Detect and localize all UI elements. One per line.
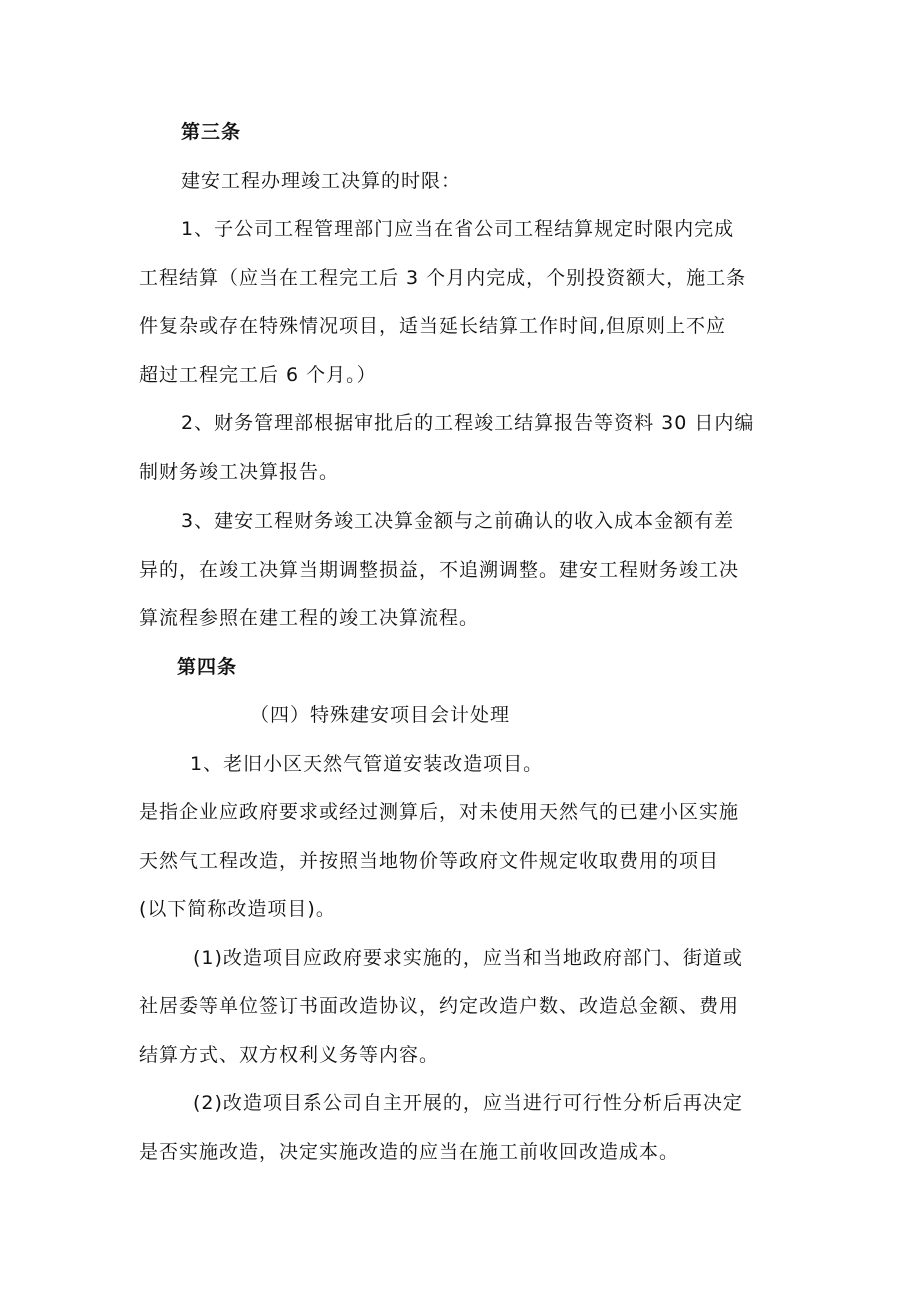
section-heading-4: 第四条 [177,656,238,678]
section4-definition-line3: (以下简称改造项目)。 [139,898,336,920]
section3-item3-line1: 3、建安工程财务竣工决算金额与之前确认的收入成本金额有差 [181,510,735,532]
section4-p2-line2: 是否实施改造，决定实施改造的应当在施工前收回改造成本。 [139,1141,680,1163]
section3-item1-line3: 件复杂或存在特殊情况项目，适当延长结算工作时间,但原则上不应 [139,315,727,337]
section3-item1-line4: 超过工程完工后 6 个月。） [139,364,377,386]
section3-item3-line2: 异的，在竣工决算当期调整损益，不追溯调整。建安工程财务竣工决 [139,559,740,581]
section3-item1-line1: 1、子公司工程管理部门应当在省公司工程结算规定时限内完成 [181,218,735,240]
section4-p1-line3: 结算方式、双方权利义务等内容。 [139,1044,440,1066]
section4-p1-line2: 社居委等单位签订书面改造协议，约定改造户数、改造总金额、费用 [139,995,740,1017]
section-heading-3: 第三条 [181,121,242,143]
section3-item3-line3: 算流程参照在建工程的竣工决算流程。 [139,607,480,629]
section4-item1-title: 1、老旧小区天然气管道安装改造项目。 [190,753,544,775]
section4-p1-line1: (1)改造项目应政府要求实施的，应当和当地政府部门、街道或 [193,947,743,969]
section3-intro: 建安工程办理竣工决算的时限： [181,170,462,192]
section3-item1-line2: 工程结算（应当在工程完工后 3 个月内完成，个别投资额大，施工条 [139,267,747,289]
section4-definition-line1: 是指企业应政府要求或经过测算后，对未使用天然气的已建小区实施 [139,801,740,823]
section3-item2-line1: 2、财务管理部根据审批后的工程竣工结算报告等资料 30 日内编 [181,412,755,434]
section4-p2-line1: (2)改造项目系公司自主开展的，应当进行可行性分析后再决定 [193,1092,743,1114]
section4-subheading: （四）特殊建安项目会计处理 [250,704,511,726]
section3-item2-line2: 制财务竣工决算报告。 [139,461,340,483]
section4-definition-line2: 天然气工程改造，并按照当地物价等政府文件规定收取费用的项目 [139,850,720,872]
